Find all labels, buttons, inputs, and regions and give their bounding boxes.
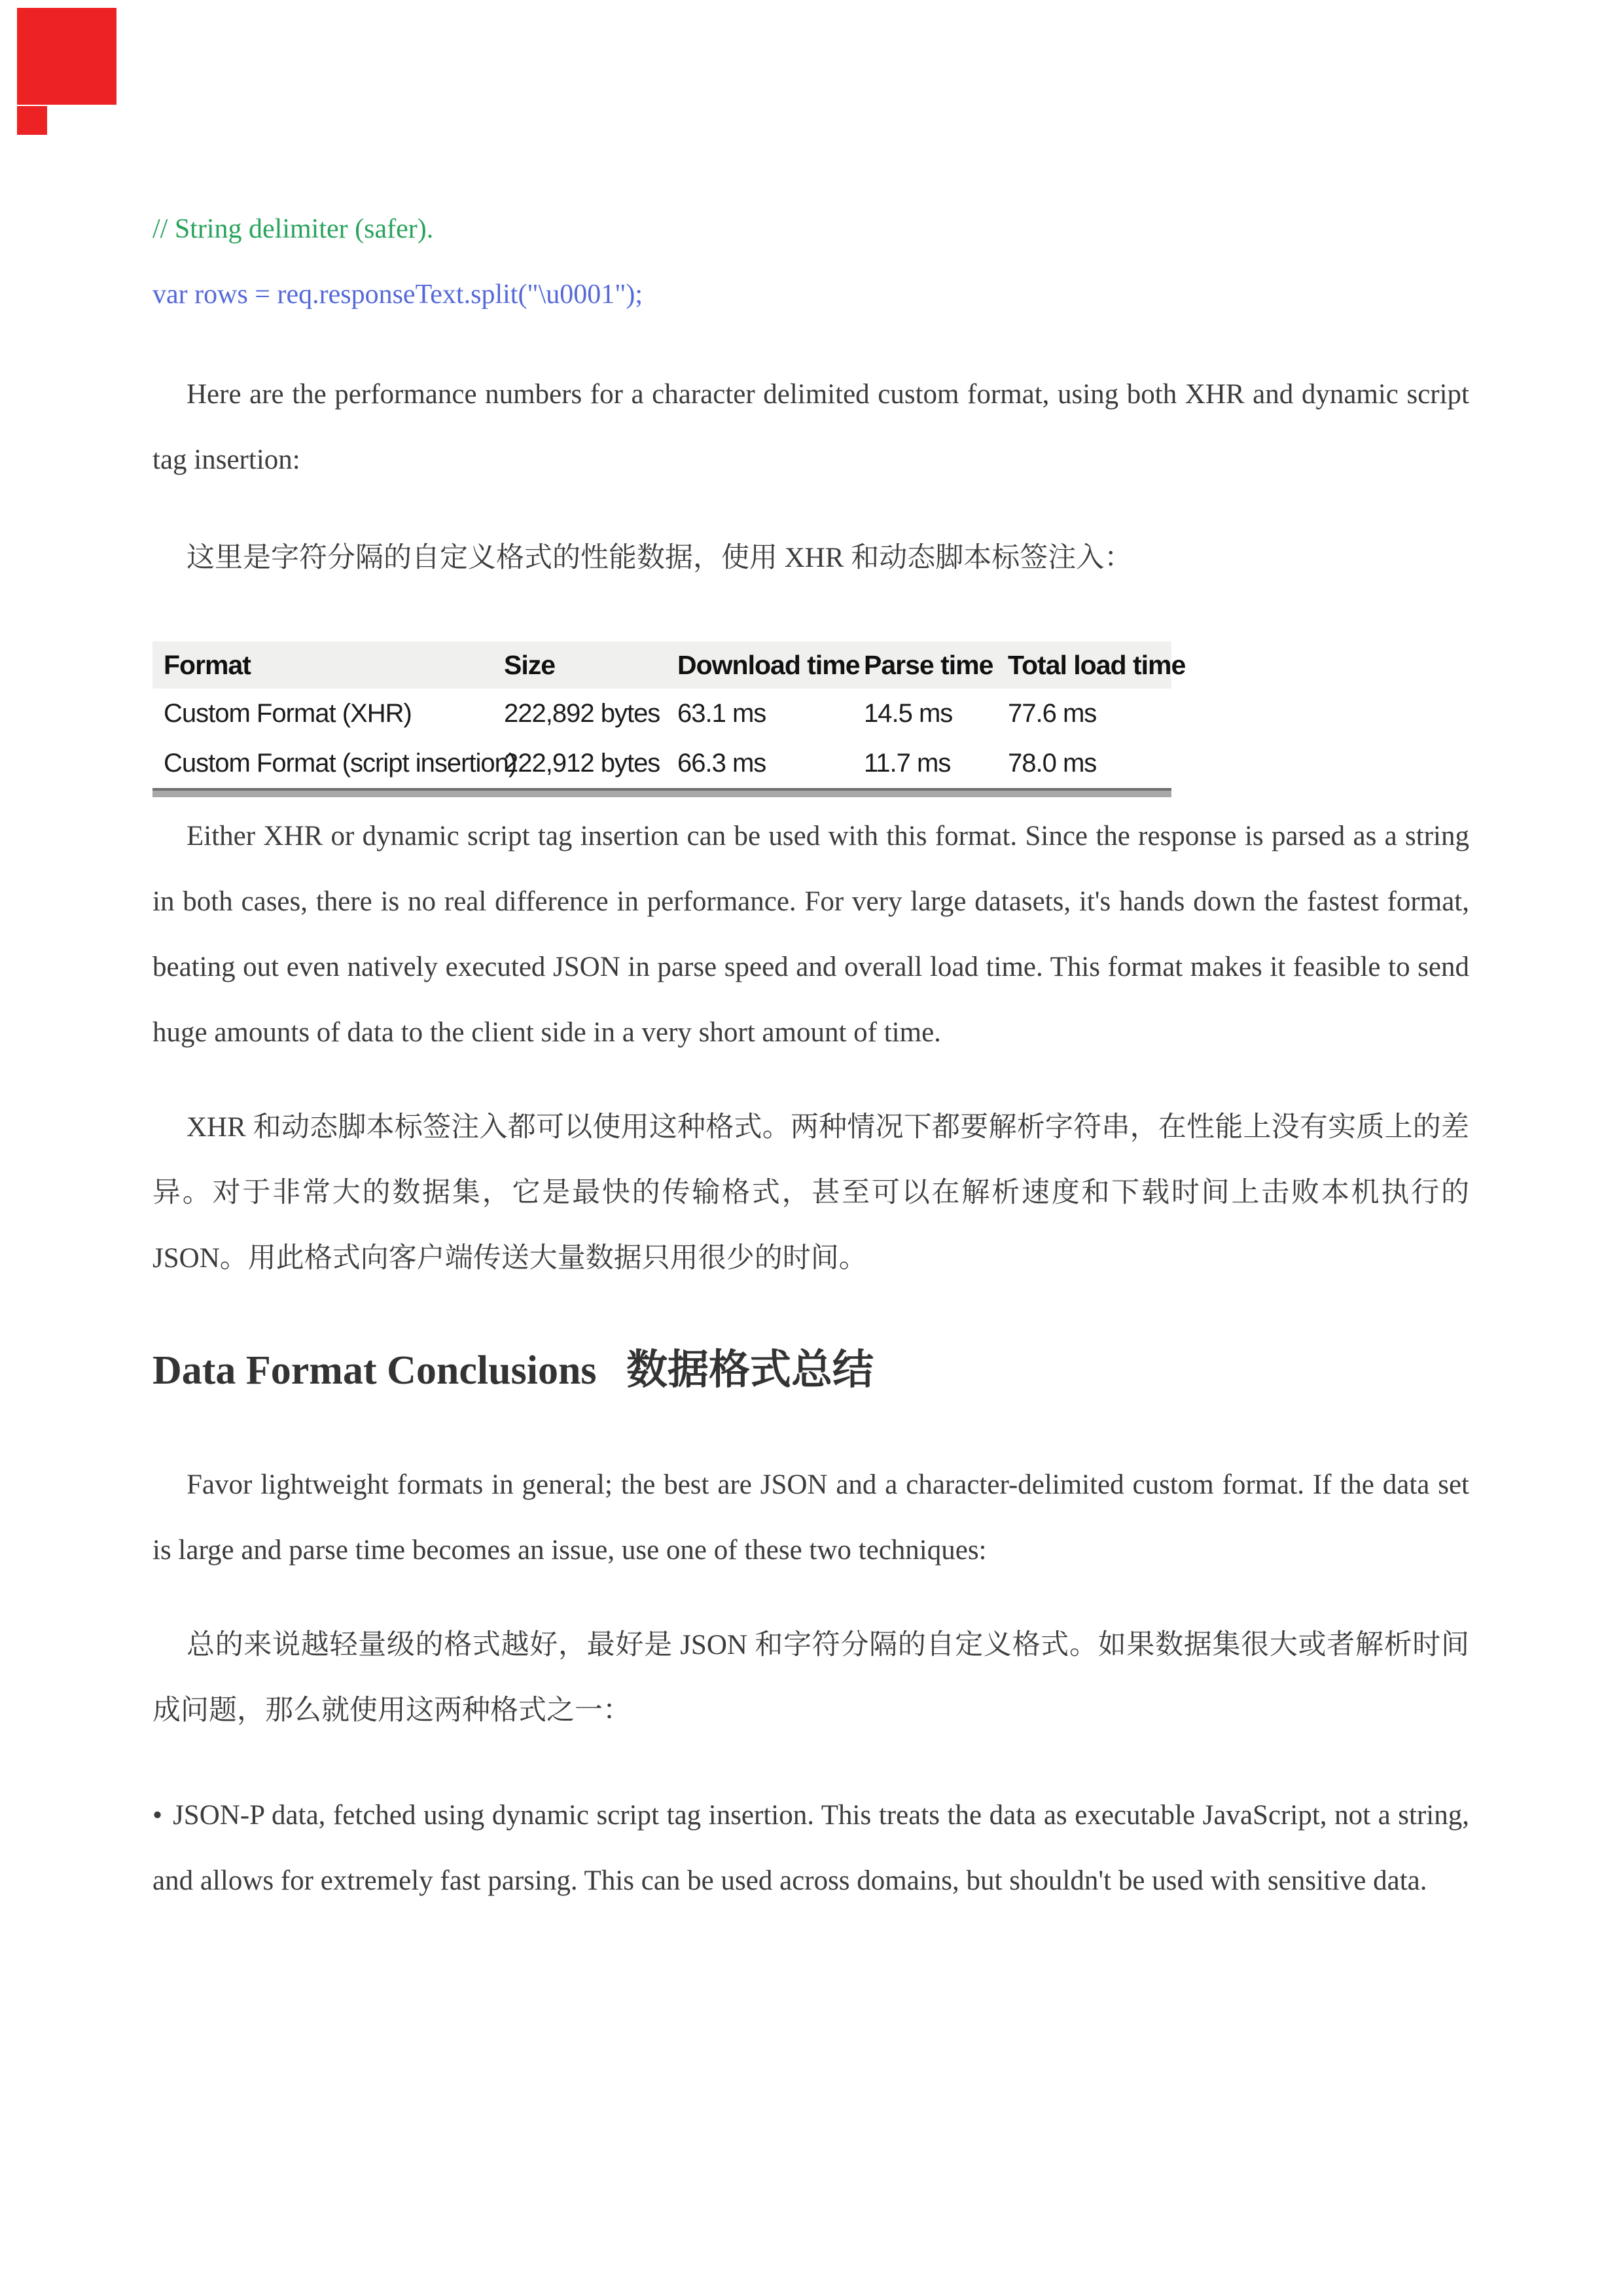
table-header-cell: Download time bbox=[677, 649, 860, 680]
table-cell: 11.7 ms bbox=[864, 748, 951, 778]
paragraph-conclusion-en: Favor lightweight formats in general; the best are JSON and a character-delimited custom format. If the data set is large and parse time becomes an issue, use one of these two techniques: bbox=[152, 1469, 1469, 1566]
paragraph-intro-zh: 这里是字符分隔的自定义格式的性能数据，使用 XHR 和动态脚本标签注入： bbox=[187, 543, 1133, 573]
table-header-cell: Total load time bbox=[1008, 649, 1186, 680]
code-comment: // String delimiter (safer). bbox=[152, 214, 434, 244]
bullet-item-jsonp bbox=[152, 1783, 1469, 1914]
red-stamp-small-icon bbox=[17, 106, 47, 135]
section-heading-zh: 数据格式总结 bbox=[626, 1347, 874, 1393]
table-cell: Custom Format (XHR) bbox=[164, 698, 412, 728]
code-statement: var rows = req.responseText.split("\u0001"); bbox=[152, 279, 643, 310]
table-header-row bbox=[152, 641, 1186, 689]
table-row bbox=[152, 738, 1171, 788]
table-cell: 14.5 ms bbox=[864, 698, 953, 728]
performance-table bbox=[152, 641, 1186, 797]
table-cell: 222,892 bytes bbox=[504, 698, 660, 728]
table-cell: 222,912 bytes bbox=[504, 748, 660, 778]
paragraph-analysis-en: Either XHR or dynamic script tag insertion can be used with this format. Since the response is parsed as a string in both cases, there is no real difference in performance. For very large datasets, it's hands down the fastest format, beating out even natively executed JSON in parse speed and overall load time. This format makes it feasible to send huge amounts of data to the client side in a very short amount of time. bbox=[152, 821, 1469, 1048]
page-content bbox=[152, 0, 1469, 1914]
bullet-text: JSON-P data, fetched using dynamic script tag insertion. This treats the data as executable JavaScript, not a string, and allows for extremely fast parsing. This can be used across domains, but shouldn't be used with sensitive data. bbox=[152, 1800, 1469, 1896]
table-header-cell: Format bbox=[164, 649, 251, 680]
table-cell: 77.6 ms bbox=[1008, 698, 1097, 728]
table-cell: Custom Format (script insertion) bbox=[164, 748, 517, 778]
paragraph-intro-en: Here are the performance numbers for a character delimited custom format, using both XHR and dynamic script tag insertion: bbox=[152, 379, 1469, 475]
table-bottom-rule bbox=[152, 788, 1171, 797]
table-row bbox=[152, 689, 1171, 738]
table-cell: 78.0 ms bbox=[1008, 748, 1097, 778]
paragraph-conclusion-zh: 总的来说越轻量级的格式越好，最好是 JSON 和字符分隔的自定义格式。如果数据集很大或者解析时间成问题，那么就使用这两种格式之一： bbox=[152, 1630, 1469, 1726]
bullet-marker: • bbox=[152, 1800, 163, 1831]
table-cell: 63.1 ms bbox=[677, 698, 766, 728]
table-header-cell: Parse time bbox=[864, 649, 993, 680]
table-cell: 66.3 ms bbox=[677, 748, 766, 778]
section-heading-en: Data Format Conclusions bbox=[152, 1348, 597, 1393]
table-header-cell: Size bbox=[504, 649, 556, 680]
paragraph-analysis-zh: XHR 和动态脚本标签注入都可以使用这种格式。两种情况下都要解析字符串，在性能上没有实质上的差异。对于非常大的数据集，它是最快的传输格式，甚至可以在解析速度和下载时间上击败本机执行的 JSON。用此格式向客户端传送大量数据只用很少的时间。 bbox=[152, 1112, 1469, 1274]
section-heading bbox=[152, 1334, 1469, 1407]
red-stamp-icon bbox=[17, 8, 116, 105]
